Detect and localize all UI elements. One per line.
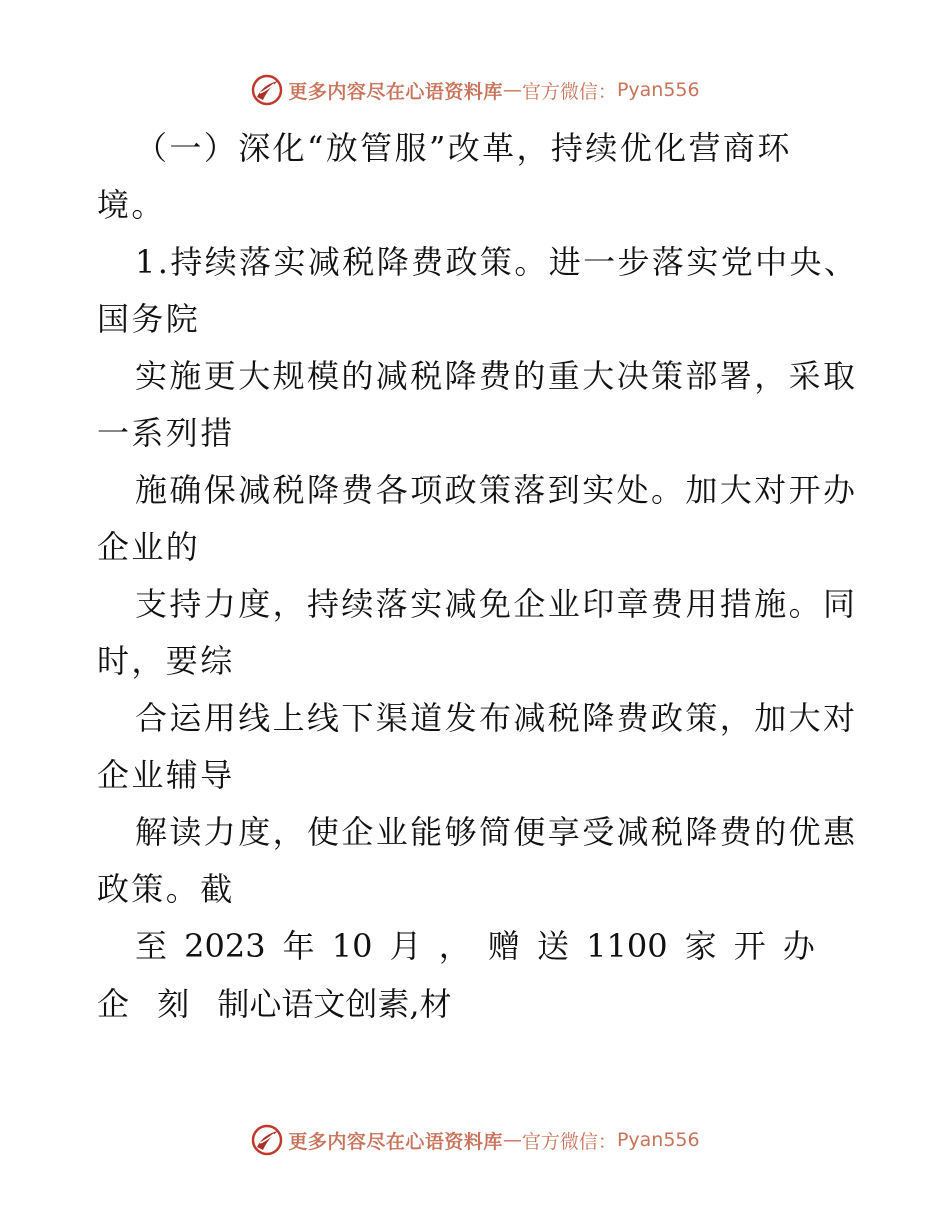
watermark-text: 更多内容尽在心语资料库 [288, 1130, 503, 1153]
spread-token: ， [438, 927, 471, 965]
spread-token: 赠 [487, 927, 520, 965]
watermark-contact-prefix: 官方微信： [521, 1130, 617, 1153]
spread-token: 办 [782, 927, 815, 965]
paragraph-line: 政策。截 [97, 870, 235, 908]
last-paragraph-line [97, 984, 470, 1024]
watermark-text: 更多内容尽在心语资料库 [288, 80, 503, 103]
paragraph-line: 时，要综 [97, 642, 235, 680]
paragraph-line: 解读力度，使企业能够简便享受减税降费的优惠 [135, 813, 858, 851]
spread-token: 至 [135, 927, 168, 965]
paragraph-line: 施确保减税降费各项政策落到实处。加大对开办 [135, 471, 858, 509]
paragraph-line: 支持力度，持续落实减免企业印章费用措施。同 [135, 585, 858, 623]
spread-token: 家 [684, 927, 717, 965]
last-token: 刻 [157, 985, 190, 1023]
spread-token: 月 [389, 927, 422, 965]
paragraph-line: 企业的 [97, 528, 201, 566]
spread-token: 2023 [184, 927, 266, 965]
paragraph-line: 国务院 [97, 300, 201, 338]
paragraph-line: 企业辅导 [97, 756, 235, 794]
watermark-banner-bottom [0, 1120, 950, 1160]
ink-brush-logo-icon [250, 73, 284, 107]
watermark-contact-id: Pyan556 [616, 79, 700, 101]
spread-token: 10 [331, 927, 373, 965]
watermark-separator: — [502, 79, 522, 101]
last-token: 企 [97, 985, 130, 1023]
paragraph-line: 一系列措 [97, 414, 235, 452]
watermark-contact-id: Pyan556 [616, 1129, 700, 1151]
watermark-separator: — [502, 1129, 522, 1151]
paragraph-line: 实施更大规模的减税降费的重大决策部署，采取 [135, 357, 858, 395]
paragraph-line: 1.持续落实减税降费政策。进一步落实党中央、 [135, 243, 859, 281]
spread-paragraph-line [135, 926, 815, 966]
spread-token: 年 [282, 927, 315, 965]
spread-token: 送 [537, 927, 570, 965]
last-token: 制心语文创素,材 [217, 985, 452, 1023]
spread-token: 开 [733, 927, 766, 965]
section-heading: （一）深化“放管服”改革，持续优化营商环 [135, 129, 792, 167]
watermark-banner-top [0, 70, 950, 110]
spread-token: 1100 [586, 927, 668, 965]
paragraph-line: 合运用线上线下渠道发布减税降费政策，加大对 [135, 699, 858, 737]
ink-brush-logo-icon [250, 1123, 284, 1157]
paragraph-line: 境。 [97, 186, 166, 224]
watermark-contact-prefix: 官方微信： [521, 80, 617, 103]
